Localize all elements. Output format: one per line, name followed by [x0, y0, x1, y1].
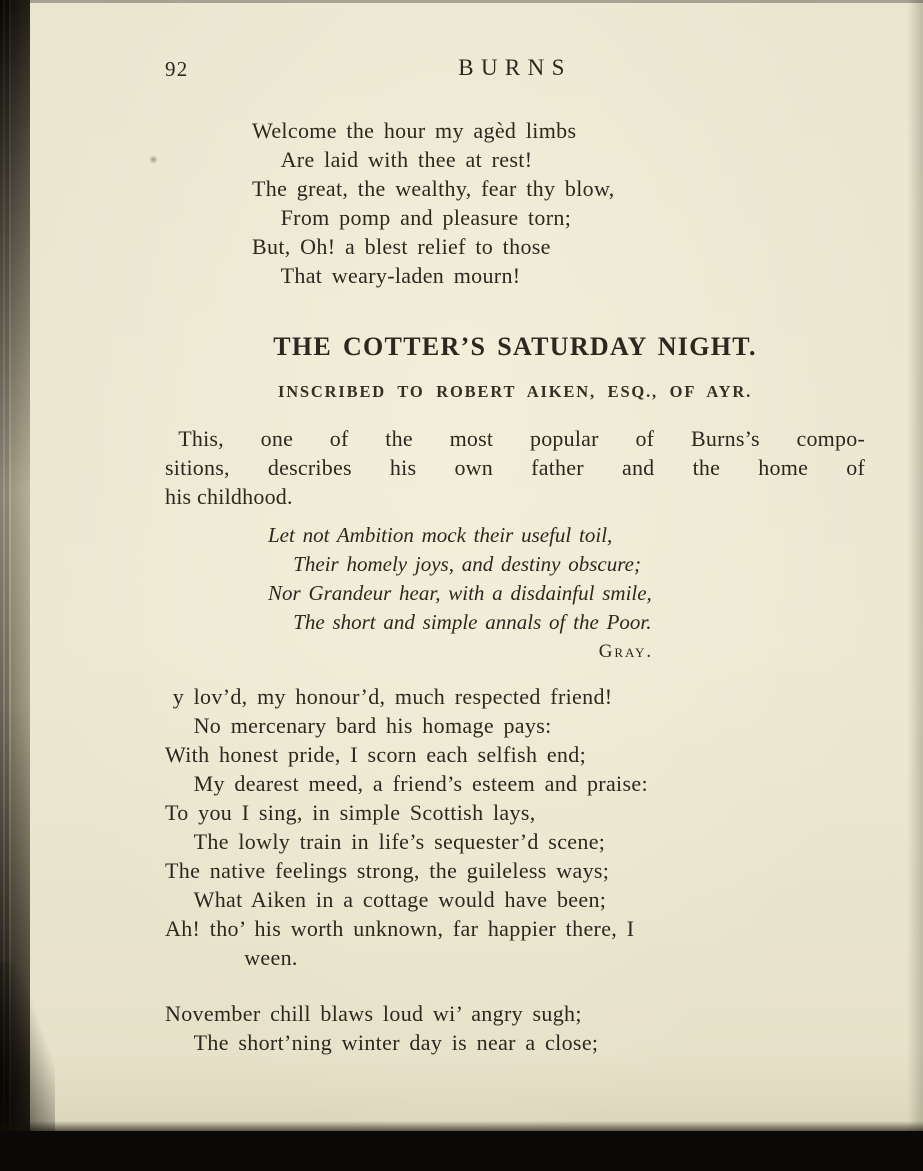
poem-line: My dearest meed, a friend’s esteem and praise: — [193, 771, 648, 796]
poem-line: But, Oh! a blest relief to those — [252, 234, 551, 259]
poem-line: The great, the wealthy, fear thy blow, — [252, 176, 615, 201]
poem-line: Welcome the hour my agèd limbs — [252, 118, 577, 143]
page-right-edge-shadow — [907, 0, 923, 1171]
page-number: 92 — [165, 57, 189, 81]
poem-title: THE COTTER’S SATURDAY NIGHT. — [273, 332, 757, 361]
poem-stanza-1 — [165, 682, 865, 972]
epigraph-line: Let not Ambition mock their useful toil, — [268, 523, 613, 547]
poem-intro — [165, 424, 865, 511]
epigraph — [268, 521, 708, 666]
poem-line: That weary-laden mourn! — [280, 263, 521, 288]
closing-stanza — [252, 116, 865, 290]
poem-line: y lov’d, my honour’d, much respected friend! — [172, 684, 613, 709]
poem-line: To you I sing, in simple Scottish lays, — [165, 800, 536, 825]
epigraph-attribution: Gray. — [598, 641, 653, 662]
epigraph-line: Nor Grandeur hear, with a disdainful smile, — [268, 581, 652, 605]
poem-line: Are laid with thee at rest! — [280, 147, 533, 172]
book-bottom-edge — [0, 1131, 923, 1171]
poem-line: November chill blaws loud wi’ angry sugh; — [165, 1001, 582, 1026]
page-content — [165, 55, 865, 1057]
poem-inscription: INSCRIBED TO ROBERT AIKEN, ESQ., OF AYR. — [277, 382, 753, 401]
poem-line: Ah! tho’ his worth unknown, far happier there, I — [165, 916, 635, 941]
running-header: BURNS — [458, 55, 572, 80]
bottom-left-shadow — [0, 963, 55, 1143]
epigraph-line: Their homely joys, and destiny obscure; — [293, 552, 641, 576]
poem-line: The native feelings strong, the guileless ways; — [165, 858, 610, 883]
poem-stanza-2 — [165, 999, 865, 1057]
epigraph-line: The short and simple annals of the Poor. — [293, 610, 652, 634]
intro-line: This, one of the most popular of Burns’s compo- — [178, 426, 865, 451]
poem-line: The lowly train in life’s sequester’d scene; — [193, 829, 606, 854]
poem-line: No mercenary bard his homage pays: — [193, 713, 552, 738]
poem-line: What Aiken in a cottage would have been; — [193, 887, 607, 912]
page-header — [165, 55, 865, 87]
poem-line: The short’ning winter day is near a close; — [193, 1030, 599, 1055]
poem-line: From pomp and pleasure torn; — [280, 205, 572, 230]
intro-line: his childhood. — [165, 484, 293, 509]
intro-line: sitions, describes his own father and the home of — [165, 455, 865, 480]
poem-line: With honest pride, I scorn each selfish end; — [165, 742, 587, 767]
poem-line: ween. — [244, 945, 298, 970]
page-top-edge — [0, 0, 923, 3]
paper-speck — [149, 155, 158, 164]
epigraph-lines — [268, 521, 708, 637]
